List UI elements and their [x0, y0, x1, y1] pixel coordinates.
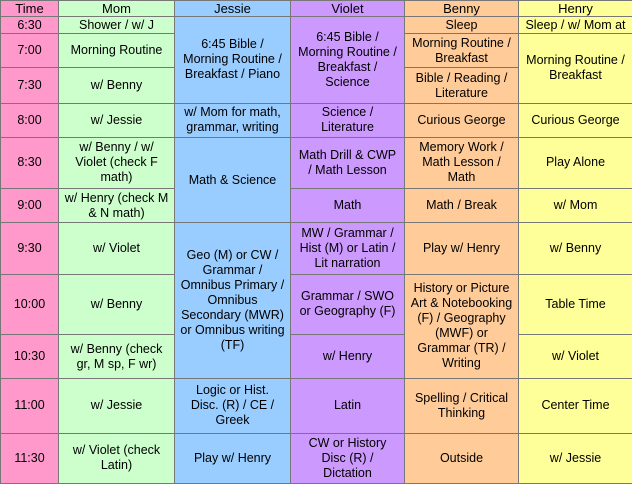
henry-cell: w/ Mom	[519, 189, 632, 223]
time-cell: 8:30	[1, 137, 59, 188]
violet-cell: CW or History Disc (R) / Dictation	[291, 433, 405, 483]
violet-cell: Science / Literature	[291, 103, 405, 137]
time-cell: 11:00	[1, 379, 59, 433]
benny-cell: History or Picture Art & Notebooking (F) / Geography (MWF) or Grammar (TR) / Writing	[405, 274, 519, 379]
header-benny: Benny	[405, 1, 519, 17]
henry-cell: w/ Benny	[519, 223, 632, 274]
mom-cell: w/ Jessie	[59, 103, 175, 137]
henry-cell: Play Alone	[519, 137, 632, 188]
henry-cell: w/ Jessie	[519, 433, 632, 483]
mom-cell: w/ Benny / w/ Violet (check F math)	[59, 137, 175, 188]
benny-cell: Math / Break	[405, 189, 519, 223]
violet-cell: MW / Grammar / Hist (M) or Latin / Lit narration	[291, 223, 405, 274]
mom-cell: w/ Benny	[59, 68, 175, 103]
time-cell: 8:00	[1, 103, 59, 137]
row-930	[1, 223, 632, 274]
mom-cell: w/ Violet (check Latin)	[59, 433, 175, 483]
benny-cell: Outside	[405, 433, 519, 483]
row-800	[1, 103, 632, 137]
jessie-cell: Play w/ Henry	[175, 433, 291, 483]
time-cell: 6:30	[1, 17, 59, 34]
violet-cell: Grammar / SWO or Geography (F)	[291, 274, 405, 334]
mom-cell: w/ Benny	[59, 274, 175, 334]
benny-cell: Curious George	[405, 103, 519, 137]
row-1100	[1, 379, 632, 433]
henry-cell: Center Time	[519, 379, 632, 433]
henry-cell: Sleep / w/ Mom at	[519, 17, 632, 34]
header-violet: Violet	[291, 1, 405, 17]
row-900	[1, 189, 632, 223]
header-mom: Mom	[59, 1, 175, 17]
violet-cell: Math	[291, 189, 405, 223]
violet-cell: w/ Henry	[291, 335, 405, 379]
henry-cell: Curious George	[519, 103, 632, 137]
henry-cell: w/ Violet	[519, 335, 632, 379]
jessie-cell: Math & Science	[175, 137, 291, 223]
mom-cell: Morning Routine	[59, 34, 175, 68]
row-1030	[1, 335, 632, 379]
mom-cell: Shower / w/ J	[59, 17, 175, 34]
header-henry: Henry	[519, 1, 632, 17]
benny-cell: Memory Work / Math Lesson / Math	[405, 137, 519, 188]
jessie-cell: Logic or Hist. Disc. (R) / CE / Greek	[175, 379, 291, 433]
header-row	[1, 1, 632, 17]
mom-cell: w/ Henry (check M & N math)	[59, 189, 175, 223]
henry-cell: Table Time	[519, 274, 632, 334]
header-jessie: Jessie	[175, 1, 291, 17]
time-cell: 10:00	[1, 274, 59, 334]
time-cell: 9:30	[1, 223, 59, 274]
jessie-cell: 6:45 Bible / Morning Routine / Breakfast / Piano	[175, 17, 291, 104]
violet-cell: 6:45 Bible / Morning Routine / Breakfast / Science	[291, 17, 405, 104]
benny-cell: Spelling / Critical Thinking	[405, 379, 519, 433]
time-cell: 9:00	[1, 189, 59, 223]
violet-cell: Math Drill & CWP / Math Lesson	[291, 137, 405, 188]
jessie-cell: w/ Mom for math, grammar, writing	[175, 103, 291, 137]
mom-cell: w/ Benny (check gr, M sp, F wr)	[59, 335, 175, 379]
benny-cell: Sleep	[405, 17, 519, 34]
row-630	[1, 17, 632, 34]
row-1000	[1, 274, 632, 334]
row-1130	[1, 433, 632, 483]
benny-cell: Bible / Reading / Literature	[405, 68, 519, 103]
benny-cell: Morning Routine / Breakfast	[405, 34, 519, 68]
time-cell: 7:00	[1, 34, 59, 68]
mom-cell: w/ Jessie	[59, 379, 175, 433]
row-830	[1, 137, 632, 188]
violet-cell: Latin	[291, 379, 405, 433]
henry-cell: Morning Routine / Breakfast	[519, 34, 632, 103]
benny-cell: Play w/ Henry	[405, 223, 519, 274]
mom-cell: w/ Violet	[59, 223, 175, 274]
header-time: Time	[1, 1, 59, 17]
time-cell: 11:30	[1, 433, 59, 483]
time-cell: 10:30	[1, 335, 59, 379]
jessie-cell: Geo (M) or CW / Grammar / Omnibus Primary / Omnibus Secondary (MWR) or Omnibus writing (TF)	[175, 223, 291, 379]
time-cell: 7:30	[1, 68, 59, 103]
